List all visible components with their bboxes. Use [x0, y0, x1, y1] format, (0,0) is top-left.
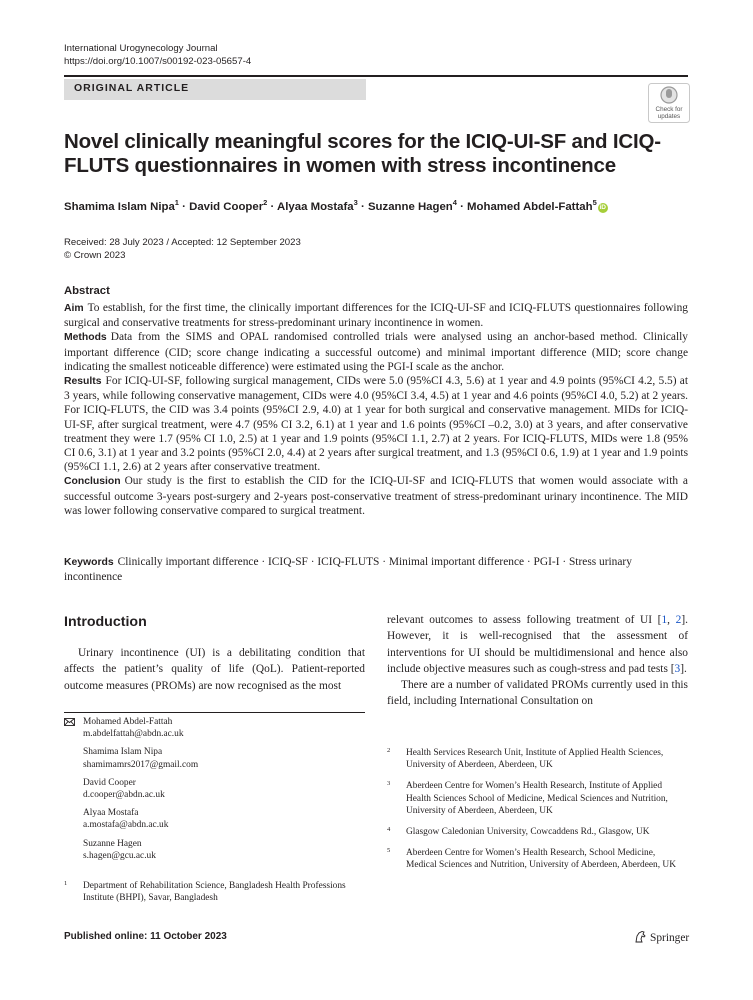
- author-name[interactable]: David Cooper: [189, 200, 264, 213]
- affiliation: [64, 880, 365, 904]
- author-name[interactable]: Suzanne Hagen: [367, 200, 453, 213]
- abstract-label: Results: [64, 376, 102, 388]
- affiliation-number: 3: [387, 780, 391, 788]
- badge-line1: Check for: [655, 106, 683, 113]
- abstract-heading: Abstract: [64, 285, 110, 297]
- author-name[interactable]: Alyaa Mostafa: [277, 200, 354, 213]
- affiliation-text: Health Services Research Unit, Institute of Applied Health Sciences, University of Aberdeen, Aberdeen, UK: [406, 748, 664, 771]
- contact-name: Mohamed Abdel-Fattah: [83, 717, 173, 727]
- contact-name: Alyaa Mostafa: [83, 808, 139, 819]
- journal-name: International Urogynecology Journal: [64, 43, 218, 54]
- contact-entry: [64, 807, 365, 831]
- contact-entry: [64, 746, 365, 770]
- keywords: [64, 555, 688, 585]
- author-affil-sup: 5: [592, 198, 597, 207]
- springer-horse-icon: [634, 930, 647, 943]
- contact-entry: [64, 838, 365, 862]
- contact-email[interactable]: s.hagen@gcu.ac.uk: [83, 850, 156, 861]
- introduction-paragraph-continued: relevant outcomes to assess following treatment of UI [1, 2]. However, it is well-recognised that the assessment of interventions for UI should be multidimensional and hence also include objective measures such as cough-stress and pad tests [3].: [387, 614, 688, 675]
- contact-name: Shamima Islam Nipa: [83, 747, 163, 758]
- abstract-text: To establish, for the first time, the clinically important differences for the ICIQ-UI-SF and ICIQ-FLUTS questionnaires following surgical and conservative treatments for stress-predominant urinary incontinence in women.: [64, 302, 688, 330]
- badge-line2: updates: [657, 113, 681, 120]
- mail-icon: [64, 718, 75, 726]
- introduction-paragraph-2: There are a number of validated PROMs currently used in this field, including International Consultation on: [387, 679, 688, 708]
- author-affil-sup: 3: [353, 198, 358, 207]
- contact-name: Suzanne Hagen: [83, 838, 142, 849]
- affiliation: [387, 847, 688, 871]
- publisher-name: Springer: [650, 932, 690, 944]
- citation-link[interactable]: 2: [675, 614, 682, 626]
- contact-email[interactable]: d.cooper@abdn.ac.uk: [83, 790, 165, 801]
- author-affil-sup: 2: [263, 198, 268, 207]
- contact-email[interactable]: m.abdelfattah@abdn.ac.uk: [83, 729, 184, 740]
- affiliation: [387, 826, 688, 838]
- article-type-banner: ORIGINAL ARTICLE: [64, 79, 366, 100]
- author-list: Shamima Islam Nipa$^1$ · David Cooper$^2$ · Alyaa Mostafa$^3$ · Suzanne Hagen$^4$ · Mohamed Abdel-Fattah$^5$iD: [64, 198, 606, 213]
- affiliation-number: 4: [387, 826, 391, 834]
- affiliation: [387, 780, 688, 817]
- abstract-aim: [64, 301, 688, 330]
- article-title: Novel clinically meaningful scores for the ICIQ-UI-SF and ICIQ-FLUTS questionnaires in women with stress incontinence: [64, 130, 661, 177]
- keywords-label: Keywords: [64, 557, 114, 568]
- affiliation-number: 2: [387, 747, 391, 754]
- contact-entry: [64, 716, 365, 740]
- author-name[interactable]: Shamima Islam Nipa: [64, 200, 175, 213]
- check-for-updates-icon: [648, 83, 690, 123]
- affiliation: [387, 747, 688, 771]
- introduction-heading: Introduction: [64, 614, 147, 630]
- doi-link[interactable]: https://doi.org/10.1007/s00192-023-05657-4: [64, 56, 252, 67]
- affiliations-right: [387, 747, 688, 881]
- header-rule: [64, 75, 688, 77]
- affiliation-text: Department of Rehabilitation Science, Bangladesh Health Professions Institute (BHPI), Savar, Bangladesh: [83, 881, 346, 904]
- affiliations-left: [64, 880, 365, 912]
- author-contacts: [64, 716, 365, 868]
- orcid-icon[interactable]: iD: [599, 203, 606, 211]
- introduction-right-column: [387, 612, 688, 710]
- author-name[interactable]: Mohamed Abdel-Fattah: [467, 200, 593, 213]
- abstract-label: Conclusion: [64, 476, 121, 488]
- abstract-text: Our study is the first to establish the CID for the ICIQ-UI-SF and ICIQ-FLUTS that women would associate with a successful outcome 3-years post-surgery and 2-years post-conservative treatment of stress-predominant urinary incontinence. The MID was lower following conservative compared to surgical treatment.: [64, 475, 688, 517]
- introduction-paragraph: Urinary incontinence (UI) is a debilitating condition that affects the patient’s quality of life (QoL). Patient-reported outcome measures (PROMs) are now recognised as the most: [64, 647, 365, 692]
- citation-link[interactable]: 1: [661, 614, 668, 626]
- contact-name: David Cooper: [83, 777, 136, 788]
- affiliation-number: 1: [64, 880, 68, 887]
- contact-email[interactable]: shamimamrs2017@gmail.com: [83, 759, 199, 770]
- abstract-text: For ICIQ-UI-SF, following surgical management, CIDs were 5.0 (95%CI 4.3, 5.6) at 1 year and 4.9 points (95%CI 4.2, 5.5) at 3 years, while following conservative management, CIDs were 4.0 (95%CI 3.4, 4.5) at 1 year and 4.6 points (95%CI 4.0, 5.2) at 2 years. For ICIQ-FLUTS, the CID was 3.4 points (95%CI 2.9, 4.0) at 1 year for both surgical and conservative management. MIDs for ICIQ-UI-SF, after surgical treatment, were 4.7 (95% CI 3.2, 6.1) at 1 year and 1.6 points (95%CI –0.2, 3.0) at 3 years, and after conservative treatment they were 1.7 (95% CI 1.0, 2.5) at 1 year and 1.9 points (95%CI 1.1, 2.7) at 2 years. For ICIQ-FLUTS, MIDs were 1.8 (95% CI 0.6, 3.1) at 1 year and 3.2 points (95%CI 2.0, 4.4) at 2 years after surgical treatment, and 1.3 (95%CI 0.6, 1.9) at 1 year and 1.9 points (95%CI 1.1, 2.6) at 2 years after conservative treatment.: [64, 375, 688, 474]
- abstract-label: Aim: [64, 303, 84, 314]
- copyright: © Crown 2023: [64, 250, 126, 261]
- check-for-updates-badge[interactable]: [648, 83, 690, 123]
- affiliation-text: Aberdeen Centre for Women’s Health Research, School Medicine, Medical Sciences and Nutrition, University of Aberdeen, Aberdeen, UK: [406, 848, 676, 871]
- abstract-conclusion: [64, 474, 688, 518]
- author-affil-sup: 4: [452, 198, 457, 207]
- published-online: Published online: 11 October 2023: [64, 931, 227, 942]
- author-affil-sup: 1: [174, 198, 179, 207]
- abstract-label: Methods: [64, 332, 107, 344]
- journal-header: [64, 42, 251, 68]
- abstract-text: Data from the SIMS and OPAL randomised controlled trials were analysed using an anchor-based method. Clinically important difference (CID; score change indicating a successful outcome) and minimal important difference (MID; score change indicating the smallest noticeable difference) were estimated using the PGI-I scale as the anchor.: [64, 331, 688, 373]
- contact-email[interactable]: a.mostafa@abdn.ac.uk: [83, 820, 169, 831]
- affiliation-text: Aberdeen Centre for Women’s Health Research, Institute of Applied Health Sciences School of Medicine, Medical Sciences and Nutrition, University of Aberdeen, Aberdeen, UK: [406, 781, 668, 816]
- abstract-methods: [64, 330, 688, 374]
- article-dates: [64, 236, 301, 262]
- affiliation-number: 5: [387, 847, 391, 855]
- abstract-body: [64, 301, 688, 518]
- footnote-rule: [64, 712, 365, 713]
- keywords-text: Clinically important difference · ICIQ-SF · ICIQ-FLUTS · Minimal important difference · PGI-I · Stress urinary incontinence: [64, 556, 632, 583]
- publisher-logo: [634, 930, 689, 944]
- citation-link[interactable]: 3: [674, 662, 681, 675]
- received-accepted: Received: 28 July 2023 / Accepted: 12 September 2023: [64, 237, 301, 248]
- contact-entry: [64, 777, 365, 801]
- affiliation-text: Glasgow Caledonian University, Cowcaddens Rd., Glasgow, UK: [406, 827, 650, 838]
- abstract-results: [64, 374, 688, 474]
